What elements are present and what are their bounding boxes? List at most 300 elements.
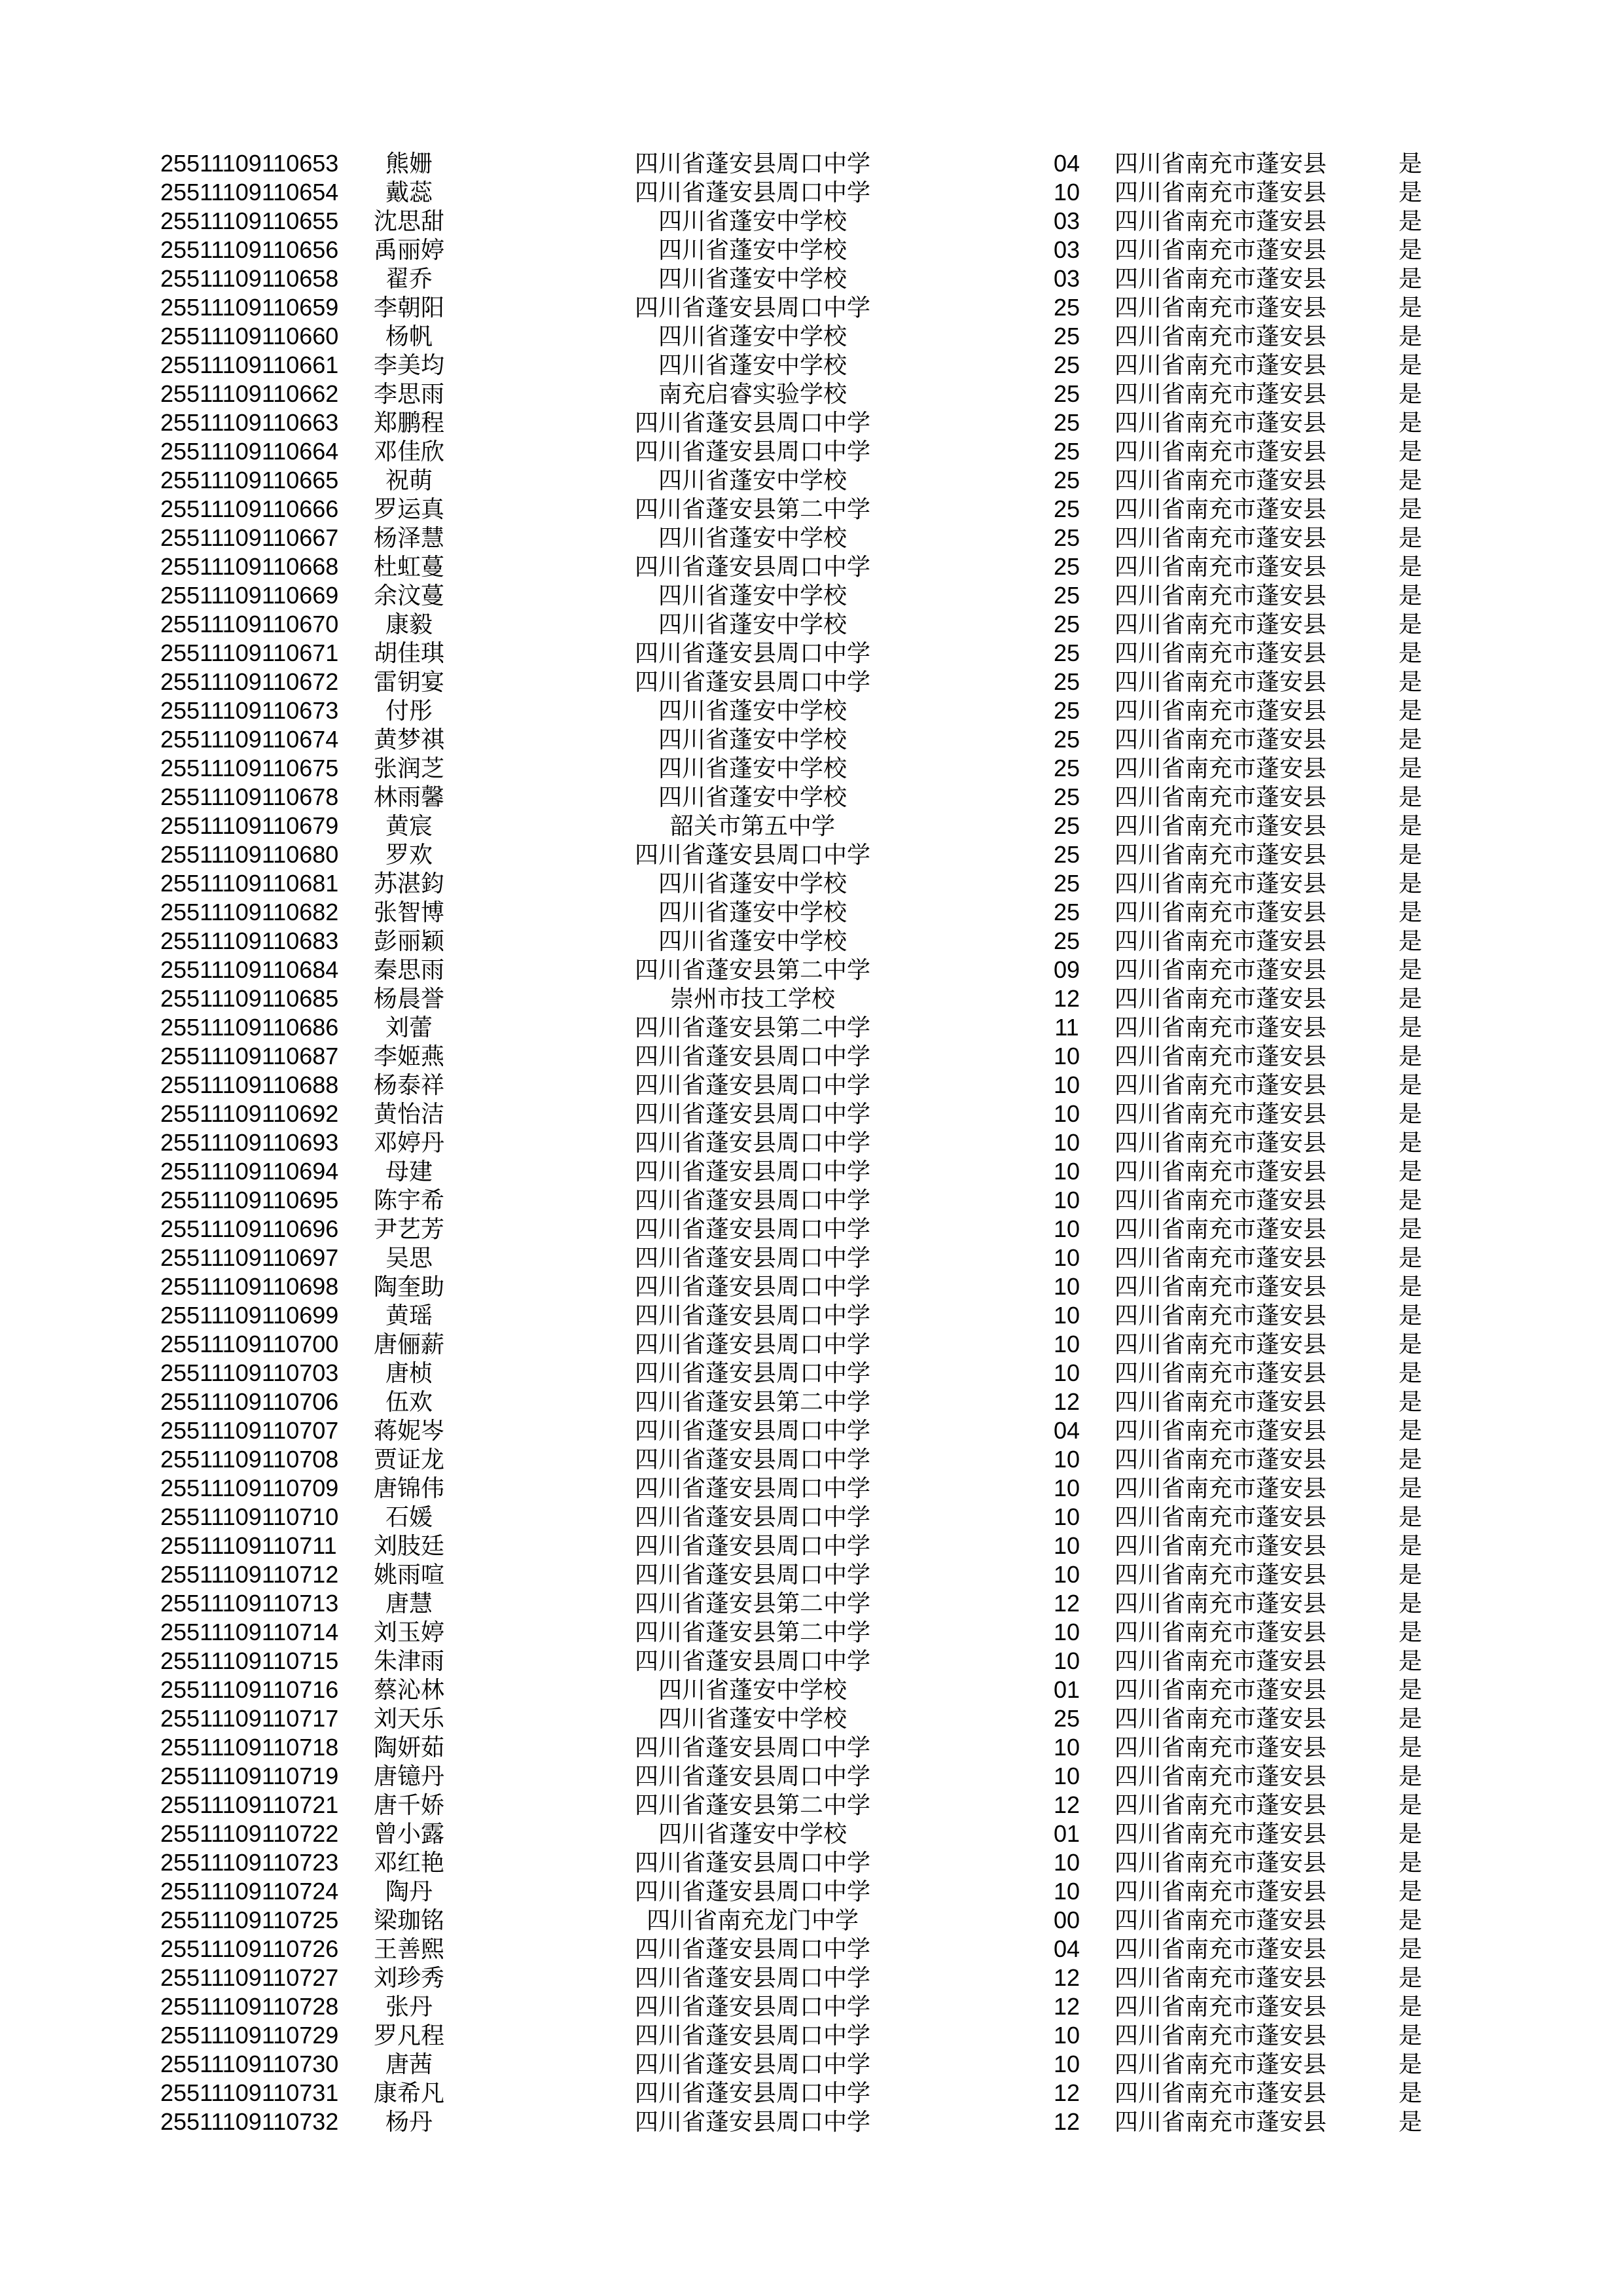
code-cell: 11 — [1054, 1014, 1079, 1041]
school-cell: 四川省蓬安中学校 — [658, 755, 847, 781]
school-cell: 四川省南充龙门中学 — [646, 1907, 859, 1933]
school-cell: 四川省蓬安县周口中学 — [634, 1043, 870, 1069]
school-cell: 四川省蓬安中学校 — [658, 783, 847, 810]
candidate-id-cell: 25511109110728 — [160, 1993, 339, 2020]
table-row — [160, 1647, 1482, 1676]
table-row — [160, 783, 1482, 812]
school-cell: 四川省蓬安中学校 — [658, 582, 847, 609]
table-row — [160, 1560, 1482, 1589]
candidate-id-cell: 25511109110709 — [160, 1475, 339, 1501]
table-row — [160, 610, 1482, 639]
district-cell: 四川省南充市蓬安县 — [1114, 1417, 1327, 1444]
candidate-name-cell: 林雨馨 — [373, 783, 444, 810]
confirm-flag-cell: 是 — [1398, 582, 1422, 609]
table-row — [160, 178, 1482, 207]
candidate-id-cell: 25511109110700 — [160, 1331, 339, 1357]
table-row — [160, 1676, 1482, 1704]
candidate-name-cell: 邓红艳 — [373, 1849, 444, 1876]
school-cell: 四川省蓬安中学校 — [658, 697, 847, 724]
candidate-name-cell: 杨泰祥 — [373, 1071, 444, 1098]
school-cell: 四川省蓬安县周口中学 — [634, 1446, 870, 1473]
code-cell: 25 — [1053, 294, 1080, 321]
district-cell: 四川省南充市蓬安县 — [1114, 582, 1327, 609]
candidate-id-cell: 25511109110688 — [160, 1071, 339, 1098]
school-cell: 四川省蓬安县第二中学 — [634, 495, 870, 522]
candidate-id-cell: 25511109110672 — [160, 668, 339, 695]
district-cell: 四川省南充市蓬安县 — [1114, 1705, 1327, 1732]
table-row — [160, 1935, 1482, 1964]
candidate-name-cell: 陶妍茹 — [373, 1734, 444, 1761]
candidate-name-cell: 张智博 — [373, 899, 444, 925]
code-cell: 25 — [1053, 726, 1080, 753]
candidate-name-cell: 唐桢 — [385, 1359, 433, 1386]
code-cell: 25 — [1053, 553, 1080, 580]
code-cell: 12 — [1053, 1388, 1080, 1415]
code-cell: 10 — [1053, 1244, 1080, 1271]
confirm-flag-cell: 是 — [1398, 524, 1422, 551]
table-row — [160, 1445, 1482, 1474]
table-row — [160, 1272, 1482, 1301]
district-cell: 四川省南充市蓬安县 — [1114, 265, 1327, 292]
code-cell: 10 — [1053, 179, 1080, 206]
candidate-name-cell: 戴蕊 — [385, 179, 433, 206]
school-cell: 四川省蓬安县周口中学 — [634, 1763, 870, 1789]
candidate-id-cell: 25511109110719 — [160, 1763, 339, 1789]
confirm-flag-cell: 是 — [1398, 1388, 1422, 1415]
district-cell: 四川省南充市蓬安县 — [1114, 1503, 1327, 1530]
table-row — [160, 1244, 1482, 1272]
table-row — [160, 1704, 1482, 1733]
table-row — [160, 840, 1482, 869]
school-cell: 四川省蓬安中学校 — [658, 323, 847, 350]
confirm-flag-cell: 是 — [1398, 1071, 1422, 1098]
candidate-name-cell: 曾小露 — [373, 1820, 444, 1847]
school-cell: 四川省蓬安县第二中学 — [634, 1619, 870, 1645]
confirm-flag-cell: 是 — [1398, 1043, 1422, 1069]
confirm-flag-cell: 是 — [1398, 1590, 1422, 1617]
candidate-name-cell: 贾证龙 — [373, 1446, 444, 1473]
district-cell: 四川省南充市蓬安县 — [1114, 1331, 1327, 1357]
confirm-flag-cell: 是 — [1398, 150, 1422, 177]
candidate-id-cell: 25511109110655 — [160, 207, 339, 234]
candidate-id-cell: 25511109110723 — [160, 1849, 339, 1876]
candidate-id-cell: 25511109110726 — [160, 1935, 339, 1962]
table-row — [160, 1589, 1482, 1618]
school-cell: 四川省蓬安县周口中学 — [634, 179, 870, 206]
district-cell: 四川省南充市蓬安县 — [1114, 351, 1327, 378]
candidate-name-cell: 刘天乐 — [373, 1705, 444, 1732]
table-row — [160, 552, 1482, 581]
school-cell: 四川省蓬安中学校 — [658, 726, 847, 753]
code-cell: 10 — [1053, 1475, 1080, 1501]
table-row — [160, 2050, 1482, 2079]
district-cell: 四川省南充市蓬安县 — [1114, 294, 1327, 321]
candidate-name-cell: 李朝阳 — [373, 294, 444, 321]
table-row — [160, 380, 1482, 408]
confirm-flag-cell: 是 — [1398, 1187, 1422, 1213]
confirm-flag-cell: 是 — [1398, 467, 1422, 493]
candidate-name-cell: 郑鹏程 — [373, 409, 444, 436]
school-cell: 四川省蓬安县周口中学 — [634, 1647, 870, 1674]
candidate-name-cell: 付彤 — [385, 697, 433, 724]
district-cell: 四川省南充市蓬安县 — [1114, 207, 1327, 234]
school-cell: 南充启睿实验学校 — [658, 380, 847, 407]
table-row — [160, 668, 1482, 696]
candidate-id-cell: 25511109110667 — [160, 524, 339, 551]
candidate-id-cell: 25511109110663 — [160, 409, 339, 436]
district-cell: 四川省南充市蓬安县 — [1114, 179, 1327, 206]
confirm-flag-cell: 是 — [1398, 927, 1422, 954]
confirm-flag-cell: 是 — [1398, 1446, 1422, 1473]
code-cell: 03 — [1053, 265, 1080, 292]
code-cell: 25 — [1053, 668, 1080, 695]
confirm-flag-cell: 是 — [1398, 1302, 1422, 1329]
table-row — [160, 1186, 1482, 1215]
school-cell: 四川省蓬安中学校 — [658, 265, 847, 292]
table-row — [160, 1128, 1482, 1157]
table-row — [160, 1330, 1482, 1359]
code-cell: 25 — [1053, 611, 1080, 637]
candidate-id-cell: 25511109110679 — [160, 812, 339, 839]
code-cell: 12 — [1053, 985, 1080, 1012]
candidate-id-cell: 25511109110659 — [160, 294, 339, 321]
candidate-id-cell: 25511109110693 — [160, 1129, 339, 1156]
confirm-flag-cell: 是 — [1398, 899, 1422, 925]
confirm-flag-cell: 是 — [1398, 755, 1422, 781]
school-cell: 四川省蓬安县周口中学 — [634, 553, 870, 580]
school-cell: 四川省蓬安县周口中学 — [634, 1302, 870, 1329]
district-cell: 四川省南充市蓬安县 — [1114, 2079, 1327, 2106]
district-cell: 四川省南充市蓬安县 — [1114, 1100, 1327, 1127]
candidate-name-cell: 余汶蔓 — [373, 582, 444, 609]
candidate-name-cell: 秦思雨 — [373, 956, 444, 983]
school-cell: 四川省蓬安中学校 — [658, 870, 847, 897]
candidate-name-cell: 蔡沁林 — [373, 1676, 444, 1703]
school-cell: 四川省蓬安县周口中学 — [634, 841, 870, 868]
confirm-flag-cell: 是 — [1398, 380, 1422, 407]
confirm-flag-cell: 是 — [1398, 1014, 1422, 1041]
district-cell: 四川省南充市蓬安县 — [1114, 1993, 1327, 2020]
code-cell: 12 — [1053, 1964, 1080, 1991]
candidate-name-cell: 陶丹 — [385, 1878, 433, 1905]
table-row — [160, 1503, 1482, 1532]
confirm-flag-cell: 是 — [1398, 1820, 1422, 1847]
confirm-flag-cell: 是 — [1398, 1503, 1422, 1530]
school-cell: 四川省蓬安县周口中学 — [634, 294, 870, 321]
candidate-id-cell: 25511109110694 — [160, 1158, 339, 1185]
candidate-name-cell: 邓婷丹 — [373, 1129, 444, 1156]
table-row — [160, 1791, 1482, 1820]
table-row — [160, 581, 1482, 610]
candidate-id-cell: 25511109110662 — [160, 380, 339, 407]
table-row — [160, 149, 1482, 178]
candidate-id-cell: 25511109110697 — [160, 1244, 339, 1271]
district-cell: 四川省南充市蓬安县 — [1114, 1964, 1327, 1991]
table-row — [160, 1820, 1482, 1848]
code-cell: 10 — [1053, 1043, 1080, 1069]
candidate-name-cell: 康希凡 — [373, 2079, 444, 2106]
code-cell: 01 — [1053, 1676, 1080, 1703]
candidate-id-cell: 25511109110684 — [160, 956, 339, 983]
candidate-name-cell: 胡佳琪 — [373, 639, 444, 666]
candidate-name-cell: 黄宸 — [385, 812, 433, 839]
candidate-name-cell: 梁珈铭 — [373, 1907, 444, 1933]
candidate-name-cell: 杨帆 — [385, 323, 433, 350]
candidate-name-cell: 禹丽婷 — [373, 236, 444, 263]
table-row — [160, 236, 1482, 264]
code-cell: 25 — [1053, 841, 1080, 868]
district-cell: 四川省南充市蓬安县 — [1114, 1129, 1327, 1156]
school-cell: 四川省蓬安县第二中学 — [634, 1590, 870, 1617]
district-cell: 四川省南充市蓬安县 — [1114, 1071, 1327, 1098]
table-row — [160, 524, 1482, 552]
candidate-name-cell: 雷钥宴 — [373, 668, 444, 695]
district-cell: 四川省南充市蓬安县 — [1114, 1619, 1327, 1645]
table-row — [160, 1733, 1482, 1762]
candidate-name-cell: 刘珍秀 — [373, 1964, 444, 1991]
confirm-flag-cell: 是 — [1398, 726, 1422, 753]
candidate-id-cell: 25511109110656 — [160, 236, 339, 263]
candidate-id-cell: 25511109110721 — [160, 1791, 339, 1818]
candidate-name-cell: 刘肢廷 — [373, 1532, 444, 1559]
district-cell: 四川省南充市蓬安县 — [1114, 495, 1327, 522]
confirm-flag-cell: 是 — [1398, 323, 1422, 350]
school-cell: 四川省蓬安县周口中学 — [634, 1071, 870, 1098]
code-cell: 25 — [1053, 524, 1080, 551]
candidate-name-cell: 石媛 — [385, 1503, 433, 1530]
confirm-flag-cell: 是 — [1398, 2022, 1422, 2049]
code-cell: 12 — [1053, 1993, 1080, 2020]
candidate-id-cell: 25511109110698 — [160, 1273, 339, 1300]
school-cell: 四川省蓬安中学校 — [658, 611, 847, 637]
candidate-id-cell: 25511109110714 — [160, 1619, 339, 1645]
district-cell: 四川省南充市蓬安县 — [1114, 697, 1327, 724]
candidate-name-cell: 张润芝 — [373, 755, 444, 781]
code-cell: 25 — [1053, 783, 1080, 810]
district-cell: 四川省南充市蓬安县 — [1114, 1763, 1327, 1789]
code-cell: 25 — [1053, 639, 1080, 666]
district-cell: 四川省南充市蓬安县 — [1114, 755, 1327, 781]
candidate-id-cell: 25511109110665 — [160, 467, 339, 493]
code-cell: 25 — [1053, 697, 1080, 724]
code-cell: 04 — [1053, 1935, 1080, 1962]
table-row — [160, 1618, 1482, 1647]
district-cell: 四川省南充市蓬安县 — [1114, 1475, 1327, 1501]
district-cell: 四川省南充市蓬安县 — [1114, 553, 1327, 580]
table-row — [160, 466, 1482, 495]
school-cell: 四川省蓬安县第二中学 — [634, 1791, 870, 1818]
candidate-id-cell: 25511109110661 — [160, 351, 339, 378]
code-cell: 10 — [1053, 1532, 1080, 1559]
confirm-flag-cell: 是 — [1398, 639, 1422, 666]
table-row — [160, 1848, 1482, 1877]
code-cell: 10 — [1053, 1561, 1080, 1588]
code-cell: 10 — [1053, 1734, 1080, 1761]
table-row — [160, 956, 1482, 984]
district-cell: 四川省南充市蓬安县 — [1114, 899, 1327, 925]
candidate-id-cell: 25511109110687 — [160, 1043, 339, 1069]
candidate-name-cell: 康毅 — [385, 611, 433, 637]
candidate-id-cell: 25511109110692 — [160, 1100, 339, 1127]
school-cell: 四川省蓬安县周口中学 — [634, 2108, 870, 2135]
district-cell: 四川省南充市蓬安县 — [1114, 1676, 1327, 1703]
school-cell: 四川省蓬安中学校 — [658, 1676, 847, 1703]
school-cell: 四川省蓬安县周口中学 — [634, 150, 870, 177]
district-cell: 四川省南充市蓬安县 — [1114, 1158, 1327, 1185]
table-row — [160, 1877, 1482, 1906]
code-cell: 03 — [1053, 236, 1080, 263]
confirm-flag-cell: 是 — [1398, 697, 1422, 724]
code-cell: 03 — [1053, 207, 1080, 234]
confirm-flag-cell: 是 — [1398, 1561, 1422, 1588]
candidate-name-cell: 朱津雨 — [373, 1647, 444, 1674]
school-cell: 四川省蓬安县周口中学 — [634, 1532, 870, 1559]
school-cell: 四川省蓬安县周口中学 — [634, 2079, 870, 2106]
candidate-id-cell: 25511109110669 — [160, 582, 339, 609]
school-cell: 四川省蓬安中学校 — [658, 236, 847, 263]
district-cell: 四川省南充市蓬安县 — [1114, 236, 1327, 263]
table-row — [160, 696, 1482, 725]
candidate-id-cell: 25511109110729 — [160, 2022, 339, 2049]
school-cell: 四川省蓬安中学校 — [658, 1820, 847, 1847]
confirm-flag-cell: 是 — [1398, 1791, 1422, 1818]
school-cell: 四川省蓬安中学校 — [658, 524, 847, 551]
code-cell: 01 — [1053, 1820, 1080, 1847]
district-cell: 四川省南充市蓬安县 — [1114, 1734, 1327, 1761]
confirm-flag-cell: 是 — [1398, 1849, 1422, 1876]
district-cell: 四川省南充市蓬安县 — [1114, 1647, 1327, 1674]
school-cell: 四川省蓬安县周口中学 — [634, 1964, 870, 1991]
district-cell: 四川省南充市蓬安县 — [1114, 841, 1327, 868]
code-cell: 09 — [1053, 956, 1080, 983]
confirm-flag-cell: 是 — [1398, 1705, 1422, 1732]
candidate-name-cell: 杨晨誉 — [373, 985, 444, 1012]
table-row — [160, 812, 1482, 840]
candidate-name-cell: 罗运真 — [373, 495, 444, 522]
school-cell: 四川省蓬安县周口中学 — [634, 1273, 870, 1300]
table-row — [160, 1359, 1482, 1388]
confirm-flag-cell: 是 — [1398, 1647, 1422, 1674]
exam-candidate-table — [160, 149, 1482, 2136]
confirm-flag-cell: 是 — [1398, 1331, 1422, 1357]
confirm-flag-cell: 是 — [1398, 1763, 1422, 1789]
school-cell: 四川省蓬安中学校 — [658, 351, 847, 378]
school-cell: 四川省蓬安县周口中学 — [634, 1215, 870, 1242]
confirm-flag-cell: 是 — [1398, 668, 1422, 695]
confirm-flag-cell: 是 — [1398, 438, 1422, 465]
confirm-flag-cell: 是 — [1398, 1129, 1422, 1156]
code-cell: 10 — [1053, 1273, 1080, 1300]
table-row — [160, 754, 1482, 783]
candidate-name-cell: 罗凡程 — [373, 2022, 444, 2049]
confirm-flag-cell: 是 — [1398, 294, 1422, 321]
table-row — [160, 1157, 1482, 1186]
confirm-flag-cell: 是 — [1398, 841, 1422, 868]
school-cell: 四川省蓬安县周口中学 — [634, 668, 870, 695]
district-cell: 四川省南充市蓬安县 — [1114, 1935, 1327, 1962]
code-cell: 10 — [1053, 1446, 1080, 1473]
school-cell: 四川省蓬安县周口中学 — [634, 1878, 870, 1905]
candidate-id-cell: 25511109110706 — [160, 1388, 339, 1415]
candidate-name-cell: 黄怡洁 — [373, 1100, 444, 1127]
table-row — [160, 1416, 1482, 1445]
code-cell: 25 — [1053, 582, 1080, 609]
school-cell: 四川省蓬安县周口中学 — [634, 1935, 870, 1962]
code-cell: 04 — [1053, 1417, 1080, 1444]
table-row — [160, 1532, 1482, 1560]
district-cell: 四川省南充市蓬安县 — [1114, 1446, 1327, 1473]
candidate-name-cell: 罗欢 — [385, 841, 433, 868]
district-cell: 四川省南充市蓬安县 — [1114, 1791, 1327, 1818]
table-row — [160, 1964, 1482, 1992]
candidate-id-cell: 25511109110666 — [160, 495, 339, 522]
table-row — [160, 495, 1482, 524]
candidate-id-cell: 25511109110653 — [160, 150, 339, 177]
candidate-name-cell: 唐千娇 — [373, 1791, 444, 1818]
school-cell: 四川省蓬安县周口中学 — [634, 639, 870, 666]
table-row — [160, 2021, 1482, 2050]
code-cell: 00 — [1053, 1907, 1080, 1933]
candidate-name-cell: 姚雨喧 — [373, 1561, 444, 1588]
district-cell: 四川省南充市蓬安县 — [1114, 1359, 1327, 1386]
school-cell: 四川省蓬安县第二中学 — [634, 1388, 870, 1415]
table-row — [160, 984, 1482, 1013]
school-cell: 四川省蓬安县周口中学 — [634, 1475, 870, 1501]
school-cell: 四川省蓬安中学校 — [658, 927, 847, 954]
confirm-flag-cell: 是 — [1398, 553, 1422, 580]
candidate-name-cell: 苏湛鈞 — [373, 870, 444, 897]
confirm-flag-cell: 是 — [1398, 2051, 1422, 2077]
confirm-flag-cell: 是 — [1398, 409, 1422, 436]
district-cell: 四川省南充市蓬安县 — [1114, 611, 1327, 637]
confirm-flag-cell: 是 — [1398, 1734, 1422, 1761]
code-cell: 10 — [1053, 1331, 1080, 1357]
candidate-id-cell: 25511109110673 — [160, 697, 339, 724]
code-cell: 25 — [1053, 380, 1080, 407]
candidate-id-cell: 25511109110680 — [160, 841, 339, 868]
candidate-id-cell: 25511109110722 — [160, 1820, 339, 1847]
candidate-name-cell: 黄梦祺 — [373, 726, 444, 753]
school-cell: 四川省蓬安县周口中学 — [634, 1993, 870, 2020]
candidate-name-cell: 刘蕾 — [385, 1014, 433, 1041]
code-cell: 10 — [1053, 1763, 1080, 1789]
code-cell: 10 — [1053, 1100, 1080, 1127]
district-cell: 四川省南充市蓬安县 — [1114, 1043, 1327, 1069]
candidate-id-cell: 25511109110707 — [160, 1417, 339, 1444]
code-cell: 10 — [1053, 1849, 1080, 1876]
school-cell: 四川省蓬安县周口中学 — [634, 2022, 870, 2049]
candidate-name-cell: 李思雨 — [373, 380, 444, 407]
school-cell: 四川省蓬安县第二中学 — [634, 956, 870, 983]
confirm-flag-cell: 是 — [1398, 985, 1422, 1012]
candidate-id-cell: 25511109110708 — [160, 1446, 339, 1473]
table-row — [160, 725, 1482, 754]
district-cell: 四川省南充市蓬安县 — [1114, 1561, 1327, 1588]
district-cell: 四川省南充市蓬安县 — [1114, 812, 1327, 839]
candidate-id-cell: 25511109110724 — [160, 1878, 339, 1905]
district-cell: 四川省南充市蓬安县 — [1114, 524, 1327, 551]
candidate-name-cell: 刘玉婷 — [373, 1619, 444, 1645]
confirm-flag-cell: 是 — [1398, 1993, 1422, 2020]
district-cell: 四川省南充市蓬安县 — [1114, 1907, 1327, 1933]
confirm-flag-cell: 是 — [1398, 1417, 1422, 1444]
confirm-flag-cell: 是 — [1398, 1244, 1422, 1271]
school-cell: 四川省蓬安县周口中学 — [634, 409, 870, 436]
code-cell: 25 — [1053, 409, 1080, 436]
candidate-name-cell: 唐茜 — [385, 2051, 433, 2077]
confirm-flag-cell: 是 — [1398, 1475, 1422, 1501]
confirm-flag-cell: 是 — [1398, 812, 1422, 839]
